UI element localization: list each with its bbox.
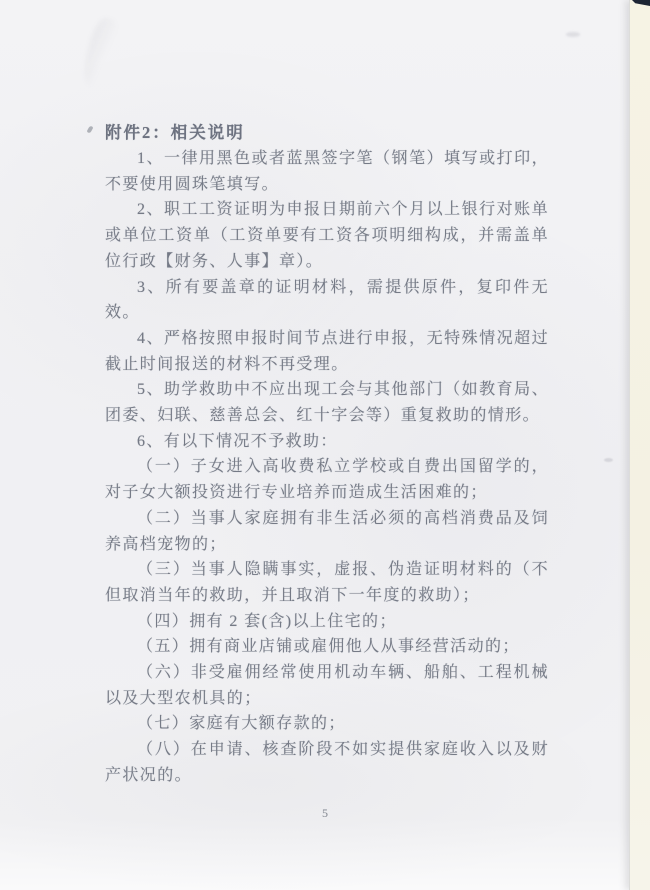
document-title: 附件2：相关说明 [105,123,245,142]
paragraph-list [105,146,549,789]
paragraph: （六）非受雇佣经常使用机动车辆、船舶、工程机械以及大型农机具的； [105,664,549,707]
paragraph: （八）在申请、核查阶段不如实提供家庭收入以及财产状况的。 [105,741,549,784]
paragraph: 6、有以下情况不予救助： [137,432,338,450]
scan-edge-strip [629,0,650,890]
paragraph: 2、职工工资证明为申报日期前六个月以上银行对账单或单位工资单（工资单要有工资各项明细构成，并需盖单位行政【财务、人事】章）。 [105,201,549,270]
paragraph: 1、一律用黑色或者蓝黑签字笔（钢笔）填写或打印，不要使用圆珠笔填写。 [105,150,549,193]
paragraph: （四）拥有 2 套(含)以上住宅的； [137,612,397,630]
paragraph: （七）家庭有大额存款的； [137,715,346,733]
paper-fold-shade [80,16,122,90]
paragraph: 3、所有要盖章的证明材料，需提供原件，复印件无效。 [105,278,549,322]
paragraph: 4、严格按照申报时间节点进行申报，无特殊情况超过截止时间报送的材料不再受理。 [105,329,549,373]
paragraph: （二）当事人家庭拥有非生活必须的高档消费品及饲养高档宠物的； [105,509,549,553]
paragraph: （一）子女进入高收费私立学校或自费出国留学的，对子女大额投资进行专业培养而造成生活困难的； [105,458,549,502]
paragraph: （五）拥有商业店铺或雇佣他人从事经营活动的； [137,638,520,656]
scan-speck [86,126,93,133]
page-number: 5 [322,806,328,820]
scan-speck [566,32,580,37]
paragraph: 5、助学救助中不应出现工会与其他部门（如教育局、团委、妇联、慈善总会、红十字会等）重复救助的情形。 [105,381,549,425]
scan-speck [604,458,613,462]
paragraph: （三）当事人隐瞒事实，虚报、伪造证明材料的（不但取消当年的救助，并且取消下一年度的救助）； [105,561,549,604]
document-content [105,120,549,789]
